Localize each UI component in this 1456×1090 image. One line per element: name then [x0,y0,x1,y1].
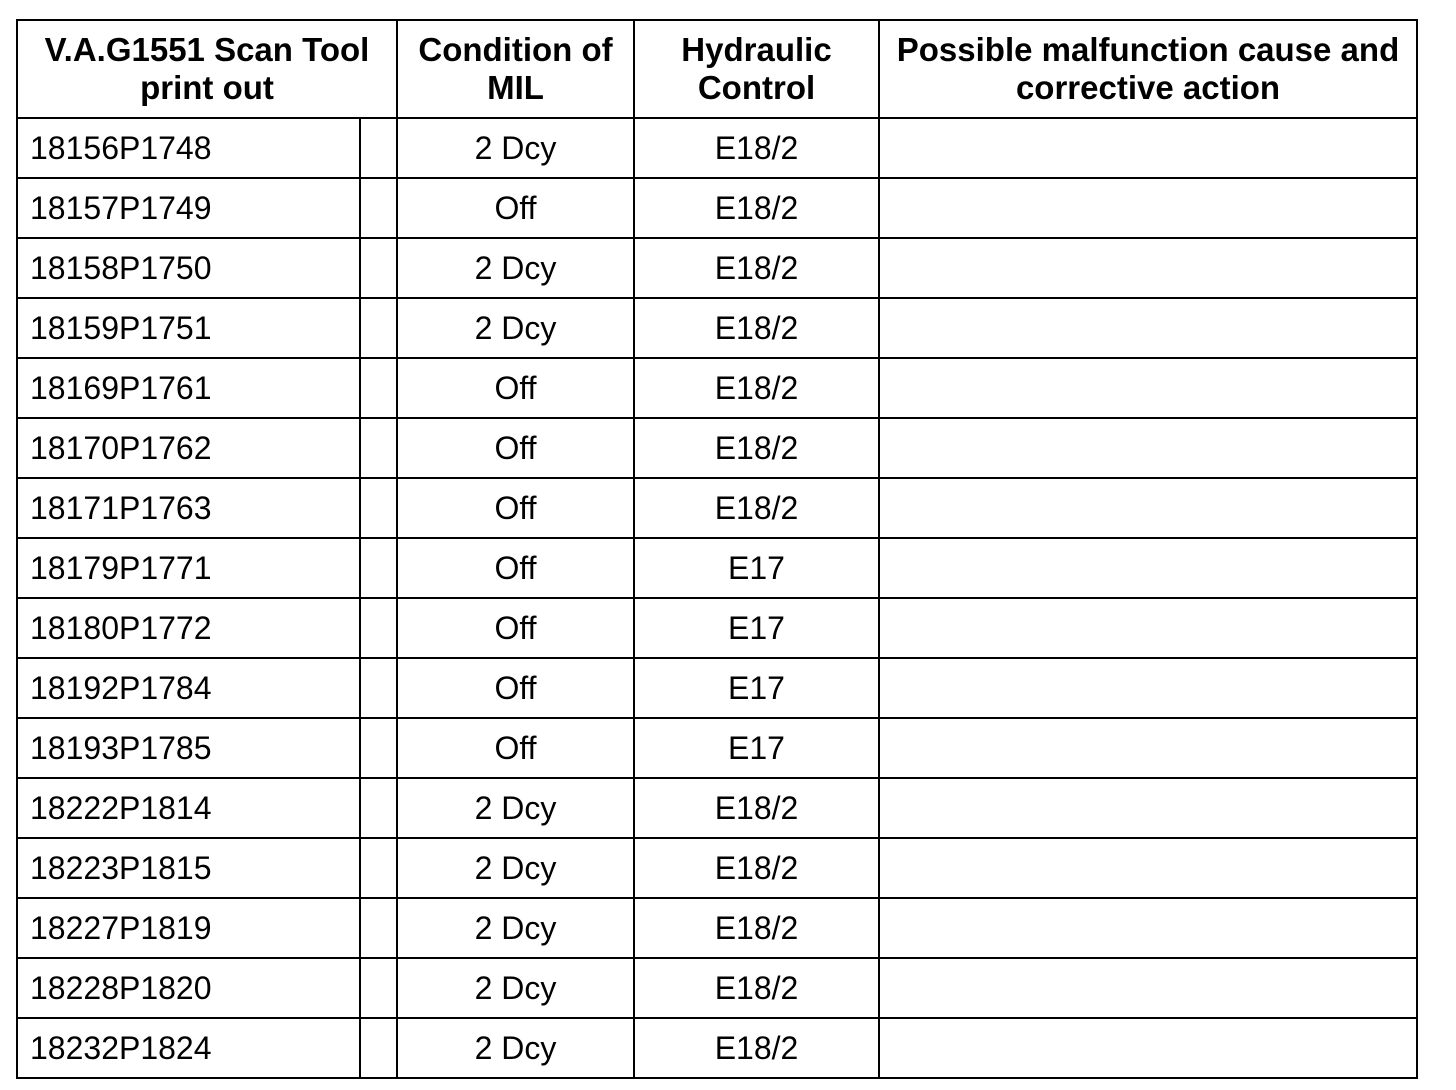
hydraulic-control-cell: E18/2 [634,178,879,238]
table-row [17,238,1417,298]
malfunction-cause-cell [879,118,1417,178]
table-row [17,718,1417,778]
mil-condition-cell: Off [397,178,634,238]
hydraulic-control-cell: E18/2 [634,118,879,178]
hydraulic-control-cell: E18/2 [634,358,879,418]
blank-cell [360,778,397,838]
malfunction-cause-cell [879,958,1417,1018]
header-row [17,20,1417,118]
header-hydraulic-control: Hydraulic Control [634,20,879,118]
table-row [17,478,1417,538]
table-row [17,358,1417,418]
malfunction-cause-cell [879,178,1417,238]
header-malfunction-cause: Possible malfunction cause and corrective action [879,20,1417,118]
fault-code-cell: 18227P1819 [17,898,360,958]
mil-condition-cell: 2 Dcy [397,898,634,958]
fault-code-cell: 18223P1815 [17,838,360,898]
table-row [17,898,1417,958]
fault-code-cell: 18169P1761 [17,358,360,418]
table-row [17,598,1417,658]
fault-code-cell: 18192P1784 [17,658,360,718]
hydraulic-control-cell: E17 [634,538,879,598]
blank-cell [360,358,397,418]
fault-code-cell: 18193P1785 [17,718,360,778]
mil-condition-cell: Off [397,718,634,778]
malfunction-cause-cell [879,538,1417,598]
fault-code-cell: 18159P1751 [17,298,360,358]
fault-code-cell: 18222P1814 [17,778,360,838]
hydraulic-control-cell: E18/2 [634,838,879,898]
hydraulic-control-cell: E18/2 [634,238,879,298]
mil-condition-cell: Off [397,418,634,478]
blank-cell [360,658,397,718]
mil-condition-cell: Off [397,538,634,598]
malfunction-cause-cell [879,778,1417,838]
blank-cell [360,418,397,478]
mil-condition-cell: Off [397,478,634,538]
mil-condition-cell: Off [397,658,634,718]
malfunction-cause-cell [879,298,1417,358]
mil-condition-cell: Off [397,358,634,418]
malfunction-cause-cell [879,658,1417,718]
hydraulic-control-cell: E17 [634,718,879,778]
malfunction-cause-cell [879,478,1417,538]
header-scan-tool: V.A.G1551 Scan Tool print out [17,20,397,118]
mil-condition-cell: 2 Dcy [397,778,634,838]
blank-cell [360,298,397,358]
mil-condition-cell: 2 Dcy [397,238,634,298]
malfunction-cause-cell [879,418,1417,478]
hydraulic-control-cell: E18/2 [634,958,879,1018]
table-row [17,118,1417,178]
malfunction-cause-cell [879,838,1417,898]
malfunction-cause-cell [879,598,1417,658]
hydraulic-control-cell: E17 [634,598,879,658]
malfunction-cause-cell [879,358,1417,418]
mil-condition-cell: 2 Dcy [397,298,634,358]
table-row [17,658,1417,718]
blank-cell [360,1018,397,1078]
hydraulic-control-cell: E18/2 [634,778,879,838]
fault-code-cell: 18232P1824 [17,1018,360,1078]
mil-condition-cell: 2 Dcy [397,1018,634,1078]
mil-condition-cell: 2 Dcy [397,958,634,1018]
malfunction-cause-cell [879,238,1417,298]
blank-cell [360,238,397,298]
blank-cell [360,718,397,778]
table-row [17,958,1417,1018]
table-row [17,298,1417,358]
fault-code-cell: 18171P1763 [17,478,360,538]
table-row [17,1018,1417,1078]
blank-cell [360,178,397,238]
mil-condition-cell: 2 Dcy [397,118,634,178]
blank-cell [360,598,397,658]
malfunction-cause-cell [879,1018,1417,1078]
fault-code-cell: 18170P1762 [17,418,360,478]
blank-cell [360,478,397,538]
hydraulic-control-cell: E18/2 [634,418,879,478]
malfunction-cause-cell [879,718,1417,778]
blank-cell [360,538,397,598]
hydraulic-control-cell: E17 [634,658,879,718]
fault-code-cell: 18157P1749 [17,178,360,238]
table-row [17,178,1417,238]
table-row [17,418,1417,478]
fault-code-cell: 18179P1771 [17,538,360,598]
hydraulic-control-cell: E18/2 [634,478,879,538]
blank-cell [360,118,397,178]
hydraulic-control-cell: E18/2 [634,898,879,958]
fault-code-cell: 18228P1820 [17,958,360,1018]
hydraulic-control-cell: E18/2 [634,298,879,358]
blank-cell [360,898,397,958]
hydraulic-control-cell: E18/2 [634,1018,879,1078]
fault-code-cell: 18158P1750 [17,238,360,298]
mil-condition-cell: Off [397,598,634,658]
fault-code-cell: 18180P1772 [17,598,360,658]
fault-code-cell: 18156P1748 [17,118,360,178]
table-row [17,838,1417,898]
blank-cell [360,958,397,1018]
mil-condition-cell: 2 Dcy [397,838,634,898]
malfunction-cause-cell [879,898,1417,958]
table-row [17,538,1417,598]
table-row [17,778,1417,838]
table-body [17,118,1417,1078]
dtc-table [16,19,1418,1079]
blank-cell [360,838,397,898]
header-mil-condition: Condition of MIL [397,20,634,118]
